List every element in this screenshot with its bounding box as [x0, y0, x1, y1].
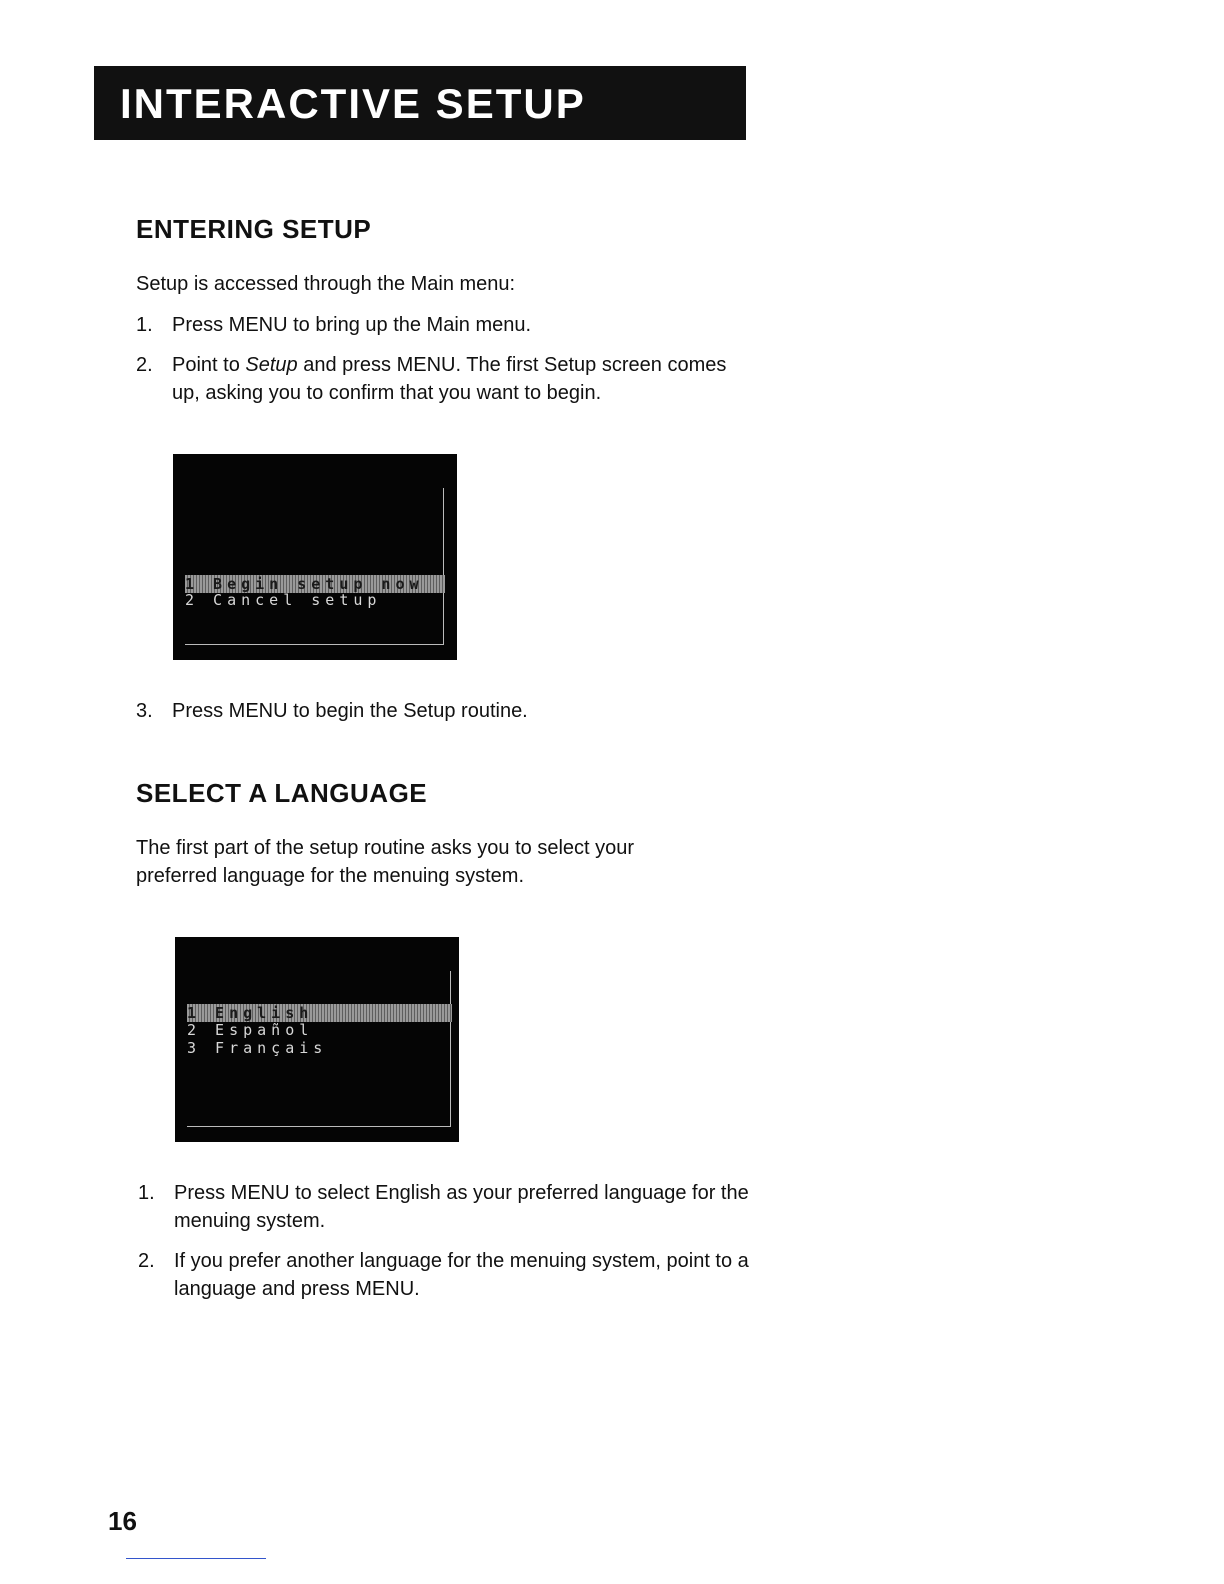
language-select-screen: [175, 937, 459, 1142]
step-number: 1.: [136, 314, 153, 336]
menu-item-espanol[interactable]: 2 Español: [187, 1021, 314, 1039]
footer-divider: [126, 1558, 266, 1559]
menu-item-begin-setup[interactable]: 1 Begin setup now: [185, 575, 445, 593]
setup-confirm-screen: [173, 454, 457, 660]
select-language-heading: SELECT A LANGUAGE: [136, 778, 428, 808]
screen-frame-right: [443, 488, 444, 644]
entering-setup-intro: Setup is accessed through the Main menu:: [136, 273, 516, 295]
step-number: 1.: [138, 1182, 155, 1204]
step-text: Press MENU to select English as your preferred language for the menuing system.: [174, 1182, 749, 1232]
step-text: Press MENU to begin the Setup routine.: [172, 700, 528, 722]
step-number: 3.: [136, 700, 153, 722]
chapter-title: INTERACTIVE SETUP: [120, 80, 586, 127]
entering-setup-heading: ENTERING SETUP: [136, 214, 372, 244]
step-text: [172, 351, 752, 407]
step-number: 2.: [138, 1250, 155, 1272]
step-text: If you prefer another language for the menuing system, point to a language and press MENU.: [174, 1250, 749, 1300]
menu-item-francais[interactable]: 3 Français: [187, 1039, 328, 1057]
page-number: 16: [108, 1506, 137, 1536]
chapter-banner: [94, 66, 746, 140]
step-text-before: Point to: [172, 354, 246, 376]
screen-frame-bottom: [187, 1126, 451, 1127]
menu-item-english[interactable]: 1 English: [187, 1004, 452, 1022]
step-text: Press MENU to bring up the Main menu.: [172, 314, 532, 336]
setup-emphasis: Setup: [245, 354, 298, 376]
step-text-after: and press MENU. The first Setup screen comes up, asking you to confirm that you want to begin.: [172, 354, 727, 404]
step-number: 2.: [136, 354, 153, 376]
menu-item-cancel-setup[interactable]: 2 Cancel setup: [185, 591, 382, 609]
screen-frame-right: [450, 971, 451, 1127]
select-language-intro: The first part of the setup routine asks you to select your preferred language for the menuing system.: [136, 837, 635, 887]
screen-frame-bottom: [185, 644, 444, 645]
